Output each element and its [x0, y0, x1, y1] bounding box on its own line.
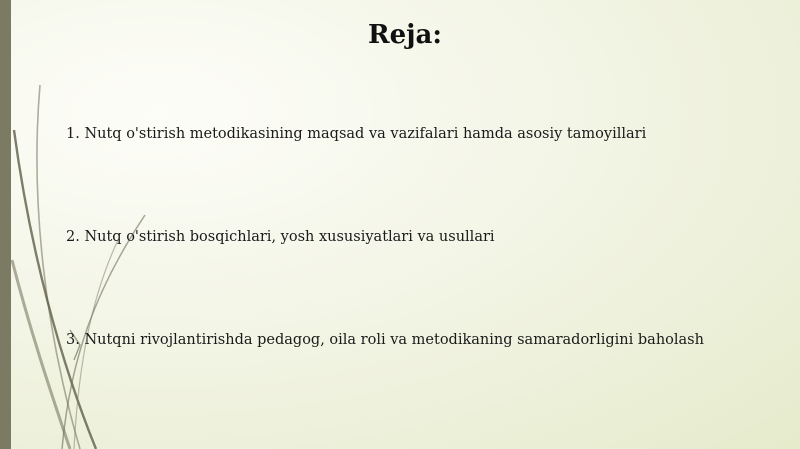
- plan-item-2: 2. Nutq o'stirish bosqichlari, yosh xususiyatlari va usullari: [66, 229, 495, 245]
- slide-title: Reja:: [367, 20, 442, 50]
- plan-item-1: 1. Nutq o'stirish metodikasining maqsad va vazifalari hamda asosiy tamoyillari: [66, 126, 647, 142]
- decorative-grass-strokes: [0, 0, 200, 449]
- plan-item-3: 3. Nutqni rivojlantirishda pedagog, oila roli va metodikaning samaradorligini baholash: [66, 332, 704, 348]
